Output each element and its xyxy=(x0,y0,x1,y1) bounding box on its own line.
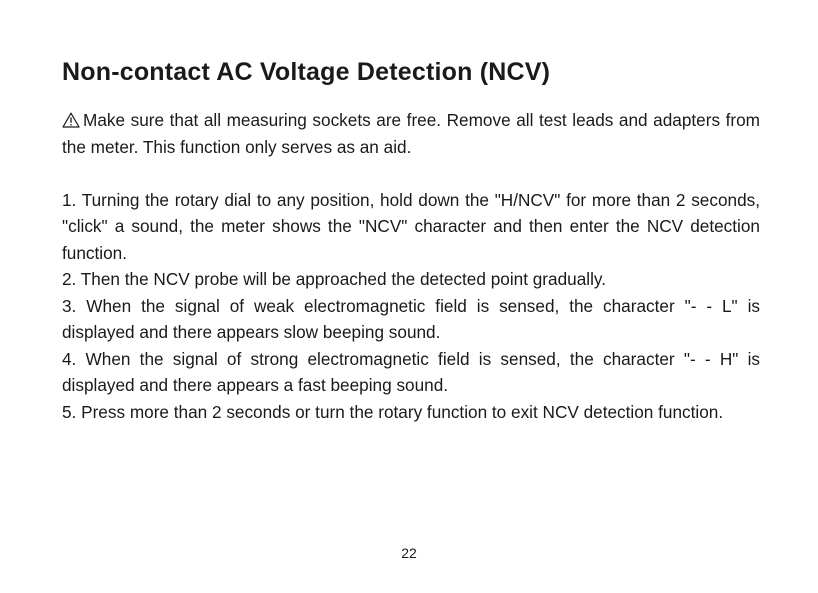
step-3: 3. When the signal of weak electromagnetic field is sensed, the character "- - L" is displayed and there appears slow beeping sound. xyxy=(62,295,760,342)
step-5: 5. Press more than 2 seconds or turn the rotary function to exit NCV detection function. xyxy=(62,401,724,422)
step-1: 1. Turning the rotary dial to any position, hold down the "H/NCV" for more than 2 seconds, "click" a sound, the meter shows the "NCV" character and then enter the NCV detection function. xyxy=(62,189,760,263)
step-2: 2. Then the NCV probe will be approached the detected point gradually. xyxy=(62,269,606,289)
page-body xyxy=(62,107,760,425)
page-number: 22 xyxy=(401,545,417,561)
step-4: 4. When the signal of strong electromagnetic field is sensed, the character "- - H" is displayed and there appears a fast beeping sound. xyxy=(62,348,760,395)
warning-paragraph xyxy=(62,107,760,160)
warning-text: Make sure that all measuring sockets are free. Remove all test leads and adapters from the meter. This function only serves as an aid. xyxy=(62,110,760,157)
page-title: Non-contact AC Voltage Detection (NCV) xyxy=(62,58,551,86)
warning-triangle-icon xyxy=(62,110,80,126)
